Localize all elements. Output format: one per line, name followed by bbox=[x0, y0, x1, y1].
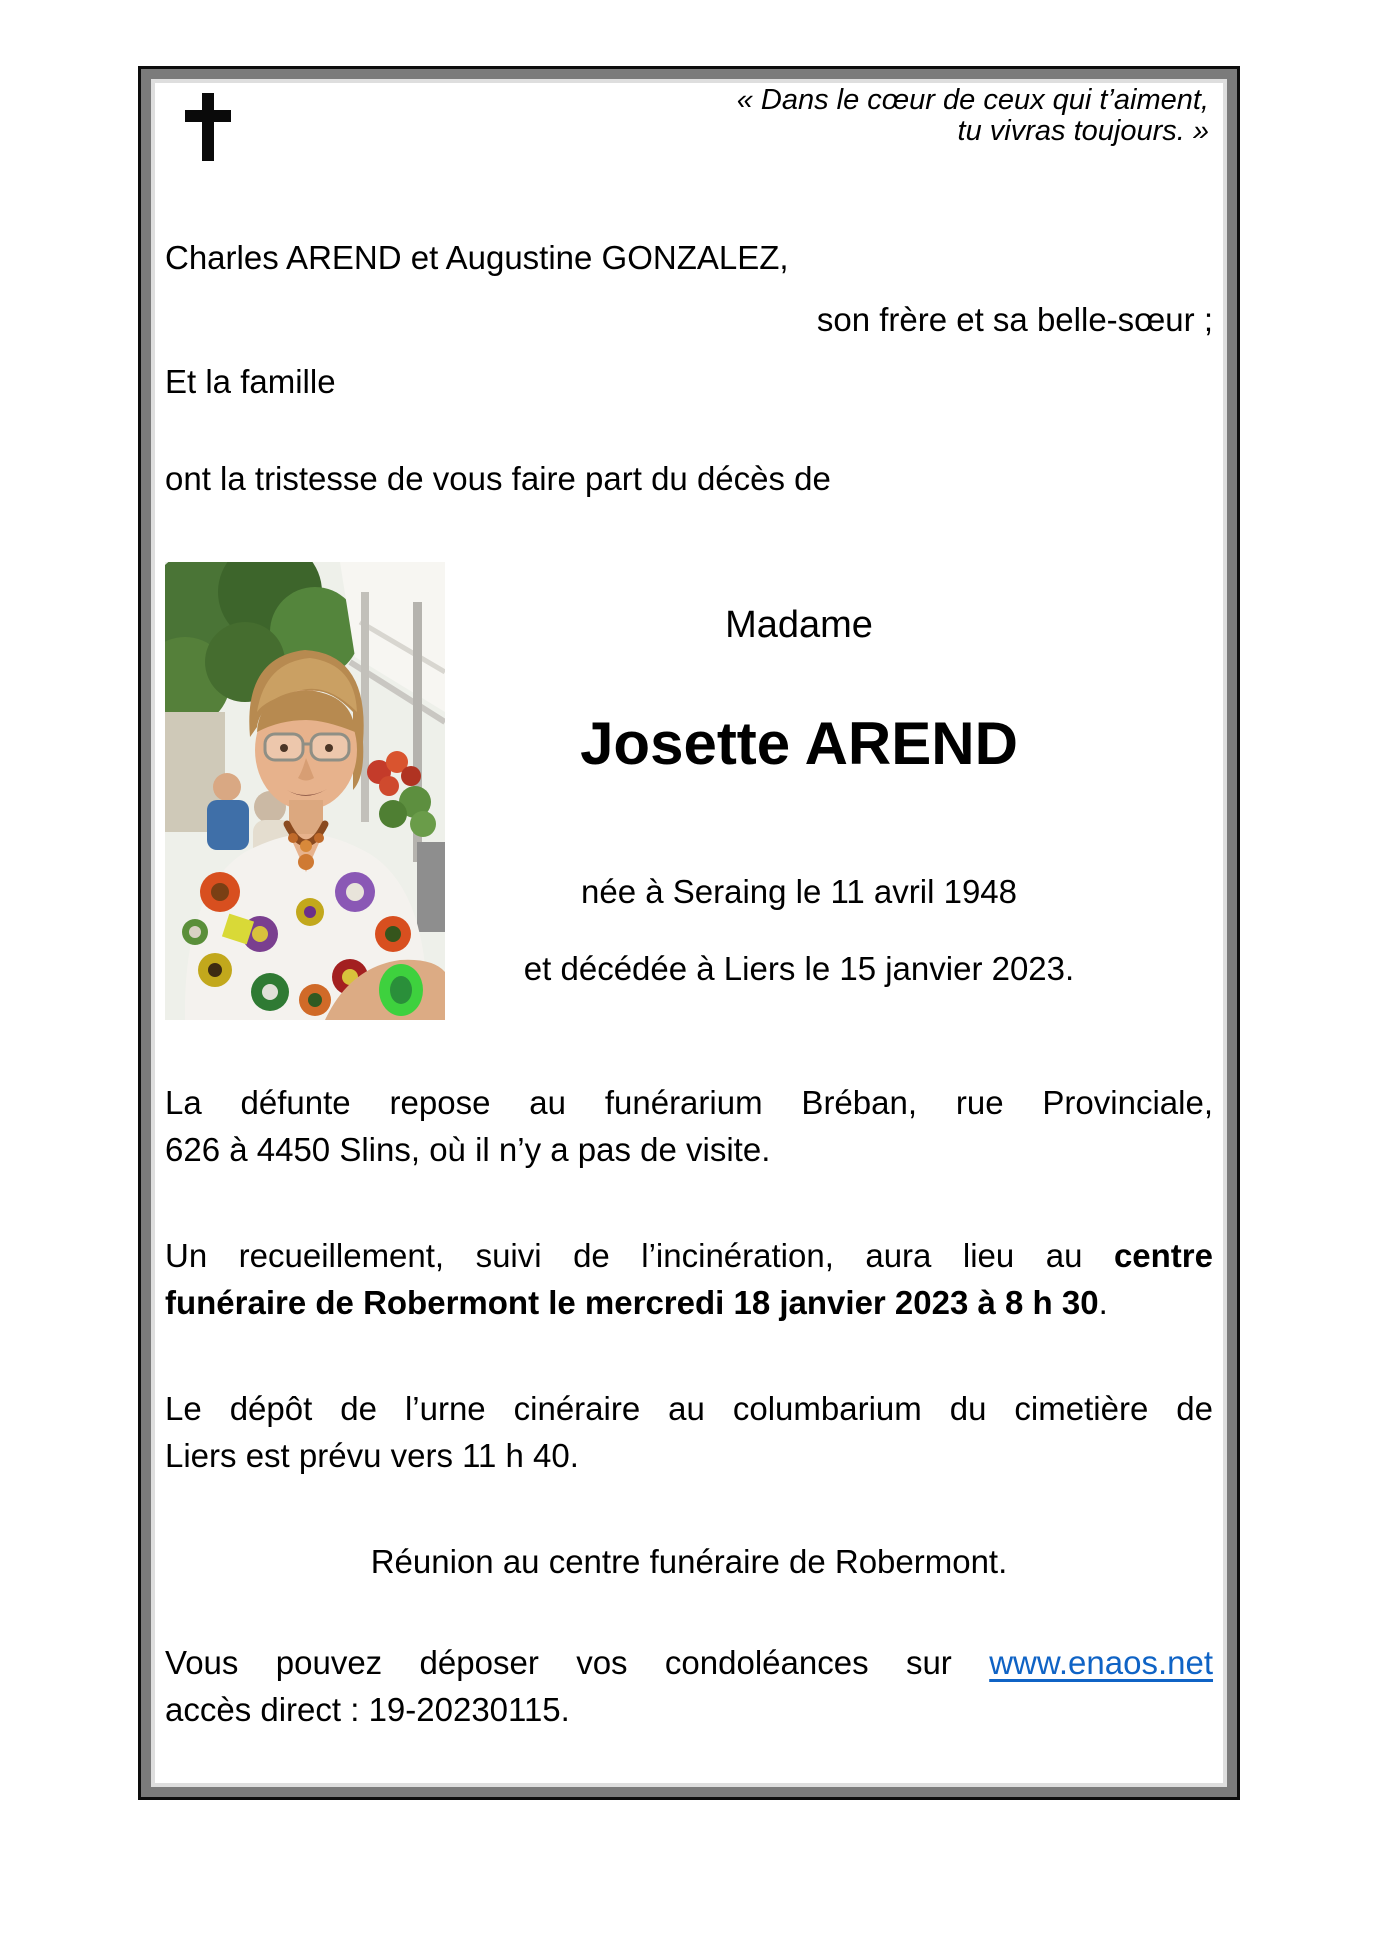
ceremony-line-2-bold: funéraire de Robermont le mercredi 18 janvier 2023 à 8 h 30 bbox=[165, 1284, 1099, 1321]
family-line-relation: son frère et sa belle-sœur ; bbox=[816, 301, 1213, 338]
deceased-identity bbox=[445, 562, 1213, 1020]
repose-line-1: La défunte repose au funérarium Bréban, rue Provinciale, bbox=[165, 1084, 1213, 1121]
deceased-name: Josette AREND bbox=[580, 710, 1018, 777]
urn-paragraph bbox=[165, 1385, 1213, 1479]
condolences-paragraph bbox=[165, 1639, 1213, 1733]
ceremony-line-1-bold: centre bbox=[1113, 1237, 1213, 1274]
header bbox=[165, 85, 1213, 161]
condolences-line-1 bbox=[165, 1639, 1213, 1686]
deceased-title: Madame bbox=[725, 604, 873, 646]
memorial-quote bbox=[737, 85, 1213, 147]
death-line: et décédée à Liers le 15 janvier 2023. bbox=[523, 950, 1075, 987]
family-line-famille: Et la famille bbox=[165, 363, 336, 400]
announcement-content bbox=[155, 85, 1223, 1785]
ceremony-line-1 bbox=[165, 1232, 1213, 1279]
cross-icon bbox=[185, 93, 231, 161]
enaos-link[interactable]: www.enaos.net bbox=[989, 1644, 1214, 1681]
condolences-line-2: accès direct : 19-20230115. bbox=[165, 1691, 570, 1728]
birth-line: née à Seraing le 11 avril 1948 bbox=[580, 873, 1018, 910]
ceremony-line-2-end: . bbox=[1098, 1284, 1108, 1321]
repose-paragraph bbox=[165, 1079, 1213, 1173]
portrait-photo bbox=[165, 562, 445, 1020]
frame-gray-border bbox=[141, 69, 1237, 1797]
urn-line-1: Le dépôt de l’urne cinéraire au columbarium du cimetière de bbox=[165, 1390, 1213, 1427]
ceremony-line-2 bbox=[165, 1279, 1213, 1326]
condolences-text: Vous pouvez déposer vos condoléances sur bbox=[165, 1644, 952, 1681]
urn-line-2: Liers est prévu vers 11 h 40. bbox=[165, 1437, 579, 1474]
ceremony-line-1-normal: Un recueillement, suivi de l’incinération, aura lieu au bbox=[165, 1237, 1083, 1274]
announcement-intro-line: ont la tristesse de vous faire part du décès de bbox=[165, 460, 831, 497]
announcement-frame bbox=[138, 66, 1240, 1800]
frame-light-border bbox=[151, 79, 1227, 1787]
quote-line-1: « Dans le cœur de ceux qui t’aiment, bbox=[736, 84, 1209, 116]
deceased-section bbox=[165, 562, 1213, 1020]
repose-line-2: 626 à 4450 Slins, où il n’y a pas de visite. bbox=[165, 1131, 771, 1168]
ceremony-paragraph bbox=[165, 1232, 1213, 1326]
reunion-line: Réunion au centre funéraire de Robermont. bbox=[370, 1543, 1008, 1580]
family-line-brother: Charles AREND et Augustine GONZALEZ, bbox=[165, 239, 789, 276]
quote-line-2: tu vivras toujours. » bbox=[957, 115, 1209, 147]
